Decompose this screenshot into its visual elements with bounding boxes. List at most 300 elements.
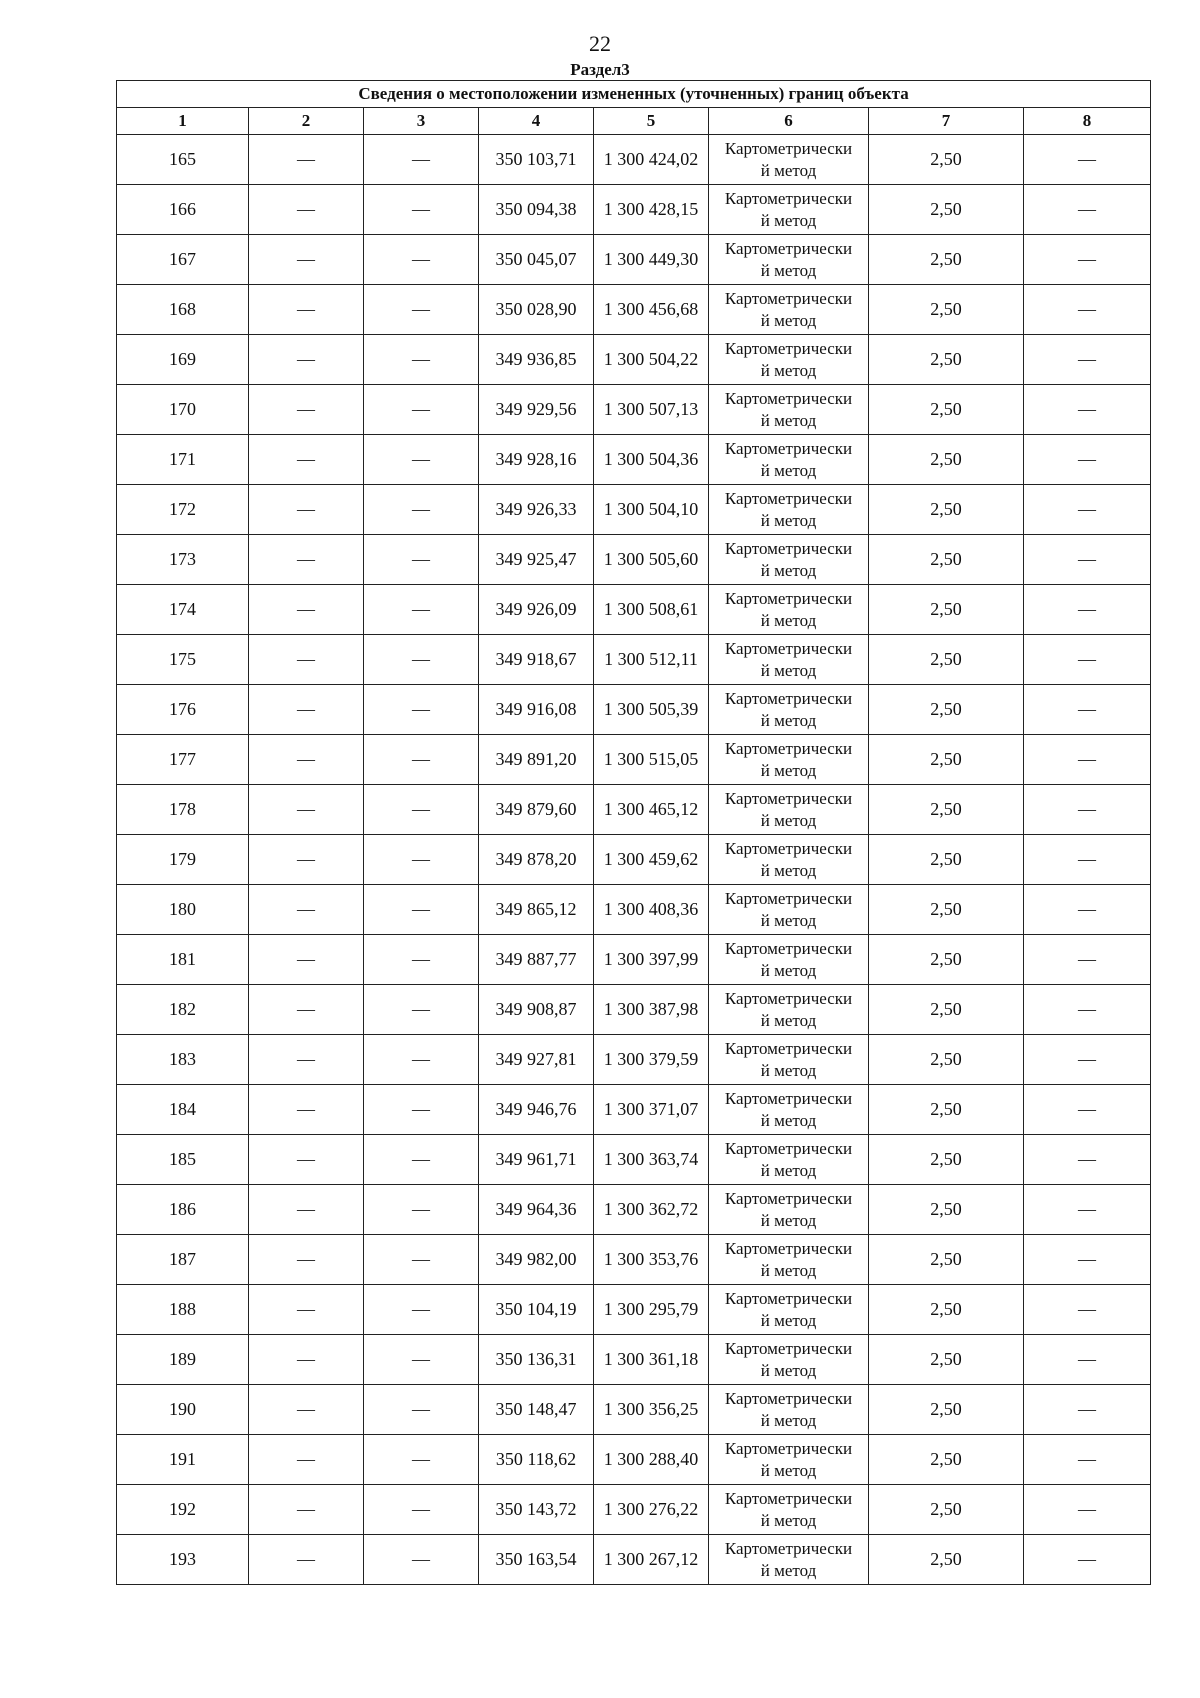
table-row	[117, 1285, 1151, 1335]
x-coordinate-cell: 350 143,72	[479, 1485, 594, 1535]
point-number-cell: 166	[117, 185, 249, 235]
column-2-cell: —	[249, 485, 364, 535]
point-number-cell: 180	[117, 885, 249, 935]
table-row	[117, 435, 1151, 485]
method-line-1: Картометрически	[724, 888, 853, 908]
method-line-1: Картометрически	[724, 1538, 853, 1558]
method-line-1: Картометрически	[724, 238, 853, 258]
method-cell	[709, 235, 869, 285]
method-cell	[709, 585, 869, 635]
column-2-cell: —	[249, 335, 364, 385]
column-2-cell: —	[249, 1235, 364, 1285]
y-coordinate-cell: 1 300 408,36	[594, 885, 709, 935]
method-line-1: Картометрически	[724, 1038, 853, 1058]
method-cell	[709, 1435, 869, 1485]
column-2-cell: —	[249, 1385, 364, 1435]
method-line-2: й метод	[760, 1410, 817, 1430]
accuracy-cell: 2,50	[869, 1235, 1024, 1285]
method-cell	[709, 1485, 869, 1535]
column-3-cell: —	[364, 785, 479, 835]
column-2-cell: —	[249, 685, 364, 735]
column-2-cell: —	[249, 985, 364, 1035]
y-coordinate-cell: 1 300 515,05	[594, 735, 709, 785]
x-coordinate-cell: 350 136,31	[479, 1335, 594, 1385]
y-coordinate-cell: 1 300 465,12	[594, 785, 709, 835]
method-line-2: й метод	[760, 460, 817, 480]
accuracy-cell: 2,50	[869, 485, 1024, 535]
method-cell	[709, 385, 869, 435]
method-line-1: Картометрически	[724, 1438, 853, 1458]
point-number-cell: 170	[117, 385, 249, 435]
accuracy-cell: 2,50	[869, 1335, 1024, 1385]
method-line-2: й метод	[760, 1160, 817, 1180]
y-coordinate-cell: 1 300 505,39	[594, 685, 709, 735]
x-coordinate-cell: 350 045,07	[479, 235, 594, 285]
column-8-cell: —	[1024, 1135, 1151, 1185]
y-coordinate-cell: 1 300 276,22	[594, 1485, 709, 1535]
accuracy-cell: 2,50	[869, 935, 1024, 985]
table-row	[117, 235, 1151, 285]
page-number: 22	[589, 31, 611, 56]
method-line-2: й метод	[760, 1360, 817, 1380]
table-caption: Сведения о местоположении измененных (уточненных) границ объекта	[117, 81, 1151, 108]
method-line-1: Картометрически	[724, 1388, 853, 1408]
table-row	[117, 185, 1151, 235]
column-8-cell: —	[1024, 1235, 1151, 1285]
accuracy-cell: 2,50	[869, 1435, 1024, 1485]
column-3-cell: —	[364, 1485, 479, 1535]
column-3-cell: —	[364, 285, 479, 335]
table-row	[117, 885, 1151, 935]
accuracy-cell: 2,50	[869, 985, 1024, 1035]
method-line-1: Картометрически	[724, 1488, 853, 1508]
method-line-2: й метод	[760, 1460, 817, 1480]
method-line-2: й метод	[760, 660, 817, 680]
column-header: 2	[249, 108, 364, 135]
column-8-cell: —	[1024, 585, 1151, 635]
column-3-cell: —	[364, 835, 479, 885]
y-coordinate-cell: 1 300 379,59	[594, 1035, 709, 1085]
table-row	[117, 585, 1151, 635]
table-row	[117, 835, 1151, 885]
column-3-cell: —	[364, 1535, 479, 1585]
method-line-2: й метод	[760, 410, 817, 430]
table-row	[117, 135, 1151, 185]
column-header: 1	[117, 108, 249, 135]
x-coordinate-cell: 349 887,77	[479, 935, 594, 985]
point-number-cell: 175	[117, 635, 249, 685]
x-coordinate-cell: 349 925,47	[479, 535, 594, 585]
x-coordinate-cell: 349 961,71	[479, 1135, 594, 1185]
accuracy-cell: 2,50	[869, 1535, 1024, 1585]
table-row	[117, 985, 1151, 1035]
column-2-cell: —	[249, 1085, 364, 1135]
column-8-cell: —	[1024, 335, 1151, 385]
table-row	[117, 635, 1151, 685]
column-8-cell: —	[1024, 985, 1151, 1035]
method-cell	[709, 1385, 869, 1435]
method-cell	[709, 885, 869, 935]
method-cell	[709, 1285, 869, 1335]
table-row	[117, 1435, 1151, 1485]
column-header-row	[117, 108, 1151, 135]
method-cell	[709, 485, 869, 535]
column-8-cell: —	[1024, 935, 1151, 985]
column-3-cell: —	[364, 1185, 479, 1235]
column-2-cell: —	[249, 585, 364, 635]
point-number-cell: 179	[117, 835, 249, 885]
accuracy-cell: 2,50	[869, 1185, 1024, 1235]
method-line-2: й метод	[760, 960, 817, 980]
table-row	[117, 535, 1151, 585]
column-2-cell: —	[249, 535, 364, 585]
point-number-cell: 172	[117, 485, 249, 535]
column-8-cell: —	[1024, 1285, 1151, 1335]
table-row	[117, 1135, 1151, 1185]
column-8-cell: —	[1024, 135, 1151, 185]
method-line-1: Картометрически	[724, 1338, 853, 1358]
column-header: 4	[479, 108, 594, 135]
column-2-cell: —	[249, 1185, 364, 1235]
column-3-cell: —	[364, 1435, 479, 1485]
method-line-2: й метод	[760, 1560, 817, 1580]
table-row	[117, 785, 1151, 835]
column-2-cell: —	[249, 785, 364, 835]
point-number-cell: 192	[117, 1485, 249, 1535]
table-row	[117, 685, 1151, 735]
column-2-cell: —	[249, 1335, 364, 1385]
column-8-cell: —	[1024, 685, 1151, 735]
method-line-1: Картометрически	[724, 1088, 853, 1108]
accuracy-cell: 2,50	[869, 1035, 1024, 1085]
x-coordinate-cell: 350 028,90	[479, 285, 594, 335]
x-coordinate-cell: 349 929,56	[479, 385, 594, 435]
x-coordinate-cell: 349 926,33	[479, 485, 594, 535]
accuracy-cell: 2,50	[869, 885, 1024, 935]
y-coordinate-cell: 1 300 295,79	[594, 1285, 709, 1335]
accuracy-cell: 2,50	[869, 335, 1024, 385]
column-8-cell: —	[1024, 1385, 1151, 1435]
column-8-cell: —	[1024, 385, 1151, 435]
column-2-cell: —	[249, 235, 364, 285]
accuracy-cell: 2,50	[869, 835, 1024, 885]
accuracy-cell: 2,50	[869, 685, 1024, 735]
accuracy-cell: 2,50	[869, 435, 1024, 485]
method-line-1: Картометрически	[724, 1238, 853, 1258]
column-3-cell: —	[364, 1335, 479, 1385]
column-8-cell: —	[1024, 485, 1151, 535]
y-coordinate-cell: 1 300 267,12	[594, 1535, 709, 1585]
column-2-cell: —	[249, 285, 364, 335]
accuracy-cell: 2,50	[869, 1085, 1024, 1135]
method-cell	[709, 535, 869, 585]
column-2-cell: —	[249, 935, 364, 985]
point-number-cell: 189	[117, 1335, 249, 1385]
coordinates-table	[116, 80, 1151, 1585]
point-number-cell: 184	[117, 1085, 249, 1135]
x-coordinate-cell: 349 964,36	[479, 1185, 594, 1235]
table-row	[117, 1035, 1151, 1085]
table-row	[117, 285, 1151, 335]
column-8-cell: —	[1024, 1335, 1151, 1385]
x-coordinate-cell: 349 926,09	[479, 585, 594, 635]
x-coordinate-cell: 349 927,81	[479, 1035, 594, 1085]
x-coordinate-cell: 350 103,71	[479, 135, 594, 185]
column-8-cell: —	[1024, 835, 1151, 885]
x-coordinate-cell: 349 891,20	[479, 735, 594, 785]
y-coordinate-cell: 1 300 362,72	[594, 1185, 709, 1235]
method-cell	[709, 835, 869, 885]
column-8-cell: —	[1024, 1535, 1151, 1585]
x-coordinate-cell: 350 118,62	[479, 1435, 594, 1485]
x-coordinate-cell: 349 879,60	[479, 785, 594, 835]
point-number-cell: 173	[117, 535, 249, 585]
point-number-cell: 193	[117, 1535, 249, 1585]
point-number-cell: 187	[117, 1235, 249, 1285]
table-row	[117, 485, 1151, 535]
method-line-1: Картометрически	[724, 1138, 853, 1158]
accuracy-cell: 2,50	[869, 235, 1024, 285]
y-coordinate-cell: 1 300 424,02	[594, 135, 709, 185]
method-line-1: Картометрически	[724, 738, 853, 758]
accuracy-cell: 2,50	[869, 785, 1024, 835]
method-line-2: й метод	[760, 1110, 817, 1130]
x-coordinate-cell: 349 916,08	[479, 685, 594, 735]
point-number-cell: 186	[117, 1185, 249, 1235]
column-3-cell: —	[364, 1135, 479, 1185]
column-3-cell: —	[364, 685, 479, 735]
point-number-cell: 177	[117, 735, 249, 785]
method-line-2: й метод	[760, 1210, 817, 1230]
method-line-1: Картометрически	[724, 488, 853, 508]
column-3-cell: —	[364, 1285, 479, 1335]
method-line-2: й метод	[760, 260, 817, 280]
column-3-cell: —	[364, 135, 479, 185]
column-3-cell: —	[364, 985, 479, 1035]
table-row	[117, 1335, 1151, 1385]
method-cell	[709, 1335, 869, 1385]
method-cell	[709, 735, 869, 785]
y-coordinate-cell: 1 300 361,18	[594, 1335, 709, 1385]
y-coordinate-cell: 1 300 428,15	[594, 185, 709, 235]
column-8-cell: —	[1024, 285, 1151, 335]
column-8-cell: —	[1024, 1485, 1151, 1535]
column-2-cell: —	[249, 835, 364, 885]
column-3-cell: —	[364, 235, 479, 285]
method-line-2: й метод	[760, 310, 817, 330]
column-8-cell: —	[1024, 1435, 1151, 1485]
table-row	[117, 1235, 1151, 1285]
method-cell	[709, 685, 869, 735]
method-cell	[709, 935, 869, 985]
column-header: 7	[869, 108, 1024, 135]
table-row	[117, 1185, 1151, 1235]
point-number-cell: 174	[117, 585, 249, 635]
table-row	[117, 1535, 1151, 1585]
y-coordinate-cell: 1 300 449,30	[594, 235, 709, 285]
x-coordinate-cell: 349 936,85	[479, 335, 594, 385]
method-line-2: й метод	[760, 860, 817, 880]
table-row	[117, 1385, 1151, 1435]
column-8-cell: —	[1024, 635, 1151, 685]
point-number-cell: 182	[117, 985, 249, 1035]
method-cell	[709, 1185, 869, 1235]
column-8-cell: —	[1024, 185, 1151, 235]
column-3-cell: —	[364, 935, 479, 985]
method-line-1: Картометрически	[724, 788, 853, 808]
method-cell	[709, 285, 869, 335]
section-title: Раздел3	[570, 60, 630, 79]
point-number-cell: 168	[117, 285, 249, 335]
y-coordinate-cell: 1 300 387,98	[594, 985, 709, 1035]
point-number-cell: 190	[117, 1385, 249, 1435]
column-3-cell: —	[364, 1035, 479, 1085]
point-number-cell: 165	[117, 135, 249, 185]
point-number-cell: 183	[117, 1035, 249, 1085]
accuracy-cell: 2,50	[869, 585, 1024, 635]
accuracy-cell: 2,50	[869, 635, 1024, 685]
point-number-cell: 171	[117, 435, 249, 485]
method-line-1: Картометрически	[724, 588, 853, 608]
table-caption-row	[117, 81, 1151, 108]
column-header: 8	[1024, 108, 1151, 135]
accuracy-cell: 2,50	[869, 735, 1024, 785]
y-coordinate-cell: 1 300 288,40	[594, 1435, 709, 1485]
column-3-cell: —	[364, 185, 479, 235]
method-line-1: Картометрически	[724, 388, 853, 408]
y-coordinate-cell: 1 300 456,68	[594, 285, 709, 335]
column-3-cell: —	[364, 1085, 479, 1135]
point-number-cell: 191	[117, 1435, 249, 1485]
accuracy-cell: 2,50	[869, 1285, 1024, 1335]
point-number-cell: 176	[117, 685, 249, 735]
column-2-cell: —	[249, 635, 364, 685]
method-line-2: й метод	[760, 1310, 817, 1330]
x-coordinate-cell: 349 928,16	[479, 435, 594, 485]
column-2-cell: —	[249, 1485, 364, 1535]
accuracy-cell: 2,50	[869, 285, 1024, 335]
column-header: 6	[709, 108, 869, 135]
table-row	[117, 1085, 1151, 1135]
column-2-cell: —	[249, 385, 364, 435]
point-number-cell: 185	[117, 1135, 249, 1185]
column-3-cell: —	[364, 385, 479, 435]
table-row	[117, 385, 1151, 435]
method-line-2: й метод	[760, 560, 817, 580]
column-8-cell: —	[1024, 1085, 1151, 1135]
column-2-cell: —	[249, 435, 364, 485]
column-8-cell: —	[1024, 1185, 1151, 1235]
y-coordinate-cell: 1 300 504,10	[594, 485, 709, 535]
column-2-cell: —	[249, 185, 364, 235]
method-line-1: Картометрически	[724, 988, 853, 1008]
x-coordinate-cell: 349 946,76	[479, 1085, 594, 1135]
column-8-cell: —	[1024, 785, 1151, 835]
method-line-2: й метод	[760, 1060, 817, 1080]
table-row	[117, 1485, 1151, 1535]
method-line-2: й метод	[760, 160, 817, 180]
method-line-1: Картометрически	[724, 138, 853, 158]
table-row	[117, 935, 1151, 985]
method-line-1: Картометрически	[724, 938, 853, 958]
column-8-cell: —	[1024, 885, 1151, 935]
method-line-2: й метод	[760, 1010, 817, 1030]
x-coordinate-cell: 349 878,20	[479, 835, 594, 885]
x-coordinate-cell: 349 908,87	[479, 985, 594, 1035]
point-number-cell: 188	[117, 1285, 249, 1335]
column-2-cell: —	[249, 135, 364, 185]
column-3-cell: —	[364, 585, 479, 635]
y-coordinate-cell: 1 300 507,13	[594, 385, 709, 435]
column-3-cell: —	[364, 485, 479, 535]
column-3-cell: —	[364, 335, 479, 385]
method-line-2: й метод	[760, 610, 817, 630]
column-2-cell: —	[249, 885, 364, 935]
method-cell	[709, 1135, 869, 1185]
column-3-cell: —	[364, 735, 479, 785]
y-coordinate-cell: 1 300 508,61	[594, 585, 709, 635]
method-cell	[709, 785, 869, 835]
method-cell	[709, 985, 869, 1035]
method-line-1: Картометрически	[724, 438, 853, 458]
y-coordinate-cell: 1 300 459,62	[594, 835, 709, 885]
column-header: 5	[594, 108, 709, 135]
method-cell	[709, 135, 869, 185]
column-2-cell: —	[249, 735, 364, 785]
method-line-2: й метод	[760, 910, 817, 930]
accuracy-cell: 2,50	[869, 385, 1024, 435]
column-3-cell: —	[364, 1385, 479, 1435]
y-coordinate-cell: 1 300 363,74	[594, 1135, 709, 1185]
x-coordinate-cell: 349 865,12	[479, 885, 594, 935]
method-cell	[709, 635, 869, 685]
column-3-cell: —	[364, 535, 479, 585]
table-row	[117, 735, 1151, 785]
y-coordinate-cell: 1 300 371,07	[594, 1085, 709, 1135]
point-number-cell: 167	[117, 235, 249, 285]
method-cell	[709, 185, 869, 235]
accuracy-cell: 2,50	[869, 185, 1024, 235]
method-line-2: й метод	[760, 810, 817, 830]
x-coordinate-cell: 350 104,19	[479, 1285, 594, 1335]
column-8-cell: —	[1024, 235, 1151, 285]
column-3-cell: —	[364, 435, 479, 485]
method-line-2: й метод	[760, 1260, 817, 1280]
accuracy-cell: 2,50	[869, 135, 1024, 185]
column-3-cell: —	[364, 885, 479, 935]
column-2-cell: —	[249, 1285, 364, 1335]
column-8-cell: —	[1024, 1035, 1151, 1085]
method-line-1: Картометрически	[724, 1288, 853, 1308]
y-coordinate-cell: 1 300 397,99	[594, 935, 709, 985]
accuracy-cell: 2,50	[869, 1485, 1024, 1535]
y-coordinate-cell: 1 300 512,11	[594, 635, 709, 685]
y-coordinate-cell: 1 300 504,36	[594, 435, 709, 485]
accuracy-cell: 2,50	[869, 535, 1024, 585]
y-coordinate-cell: 1 300 356,25	[594, 1385, 709, 1435]
method-line-1: Картометрически	[724, 1188, 853, 1208]
accuracy-cell: 2,50	[869, 1385, 1024, 1435]
method-cell	[709, 335, 869, 385]
x-coordinate-cell: 350 163,54	[479, 1535, 594, 1585]
method-line-2: й метод	[760, 760, 817, 780]
column-8-cell: —	[1024, 735, 1151, 785]
method-cell	[709, 1085, 869, 1135]
method-line-1: Картометрически	[724, 638, 853, 658]
column-2-cell: —	[249, 1035, 364, 1085]
x-coordinate-cell: 350 148,47	[479, 1385, 594, 1435]
method-cell	[709, 1235, 869, 1285]
